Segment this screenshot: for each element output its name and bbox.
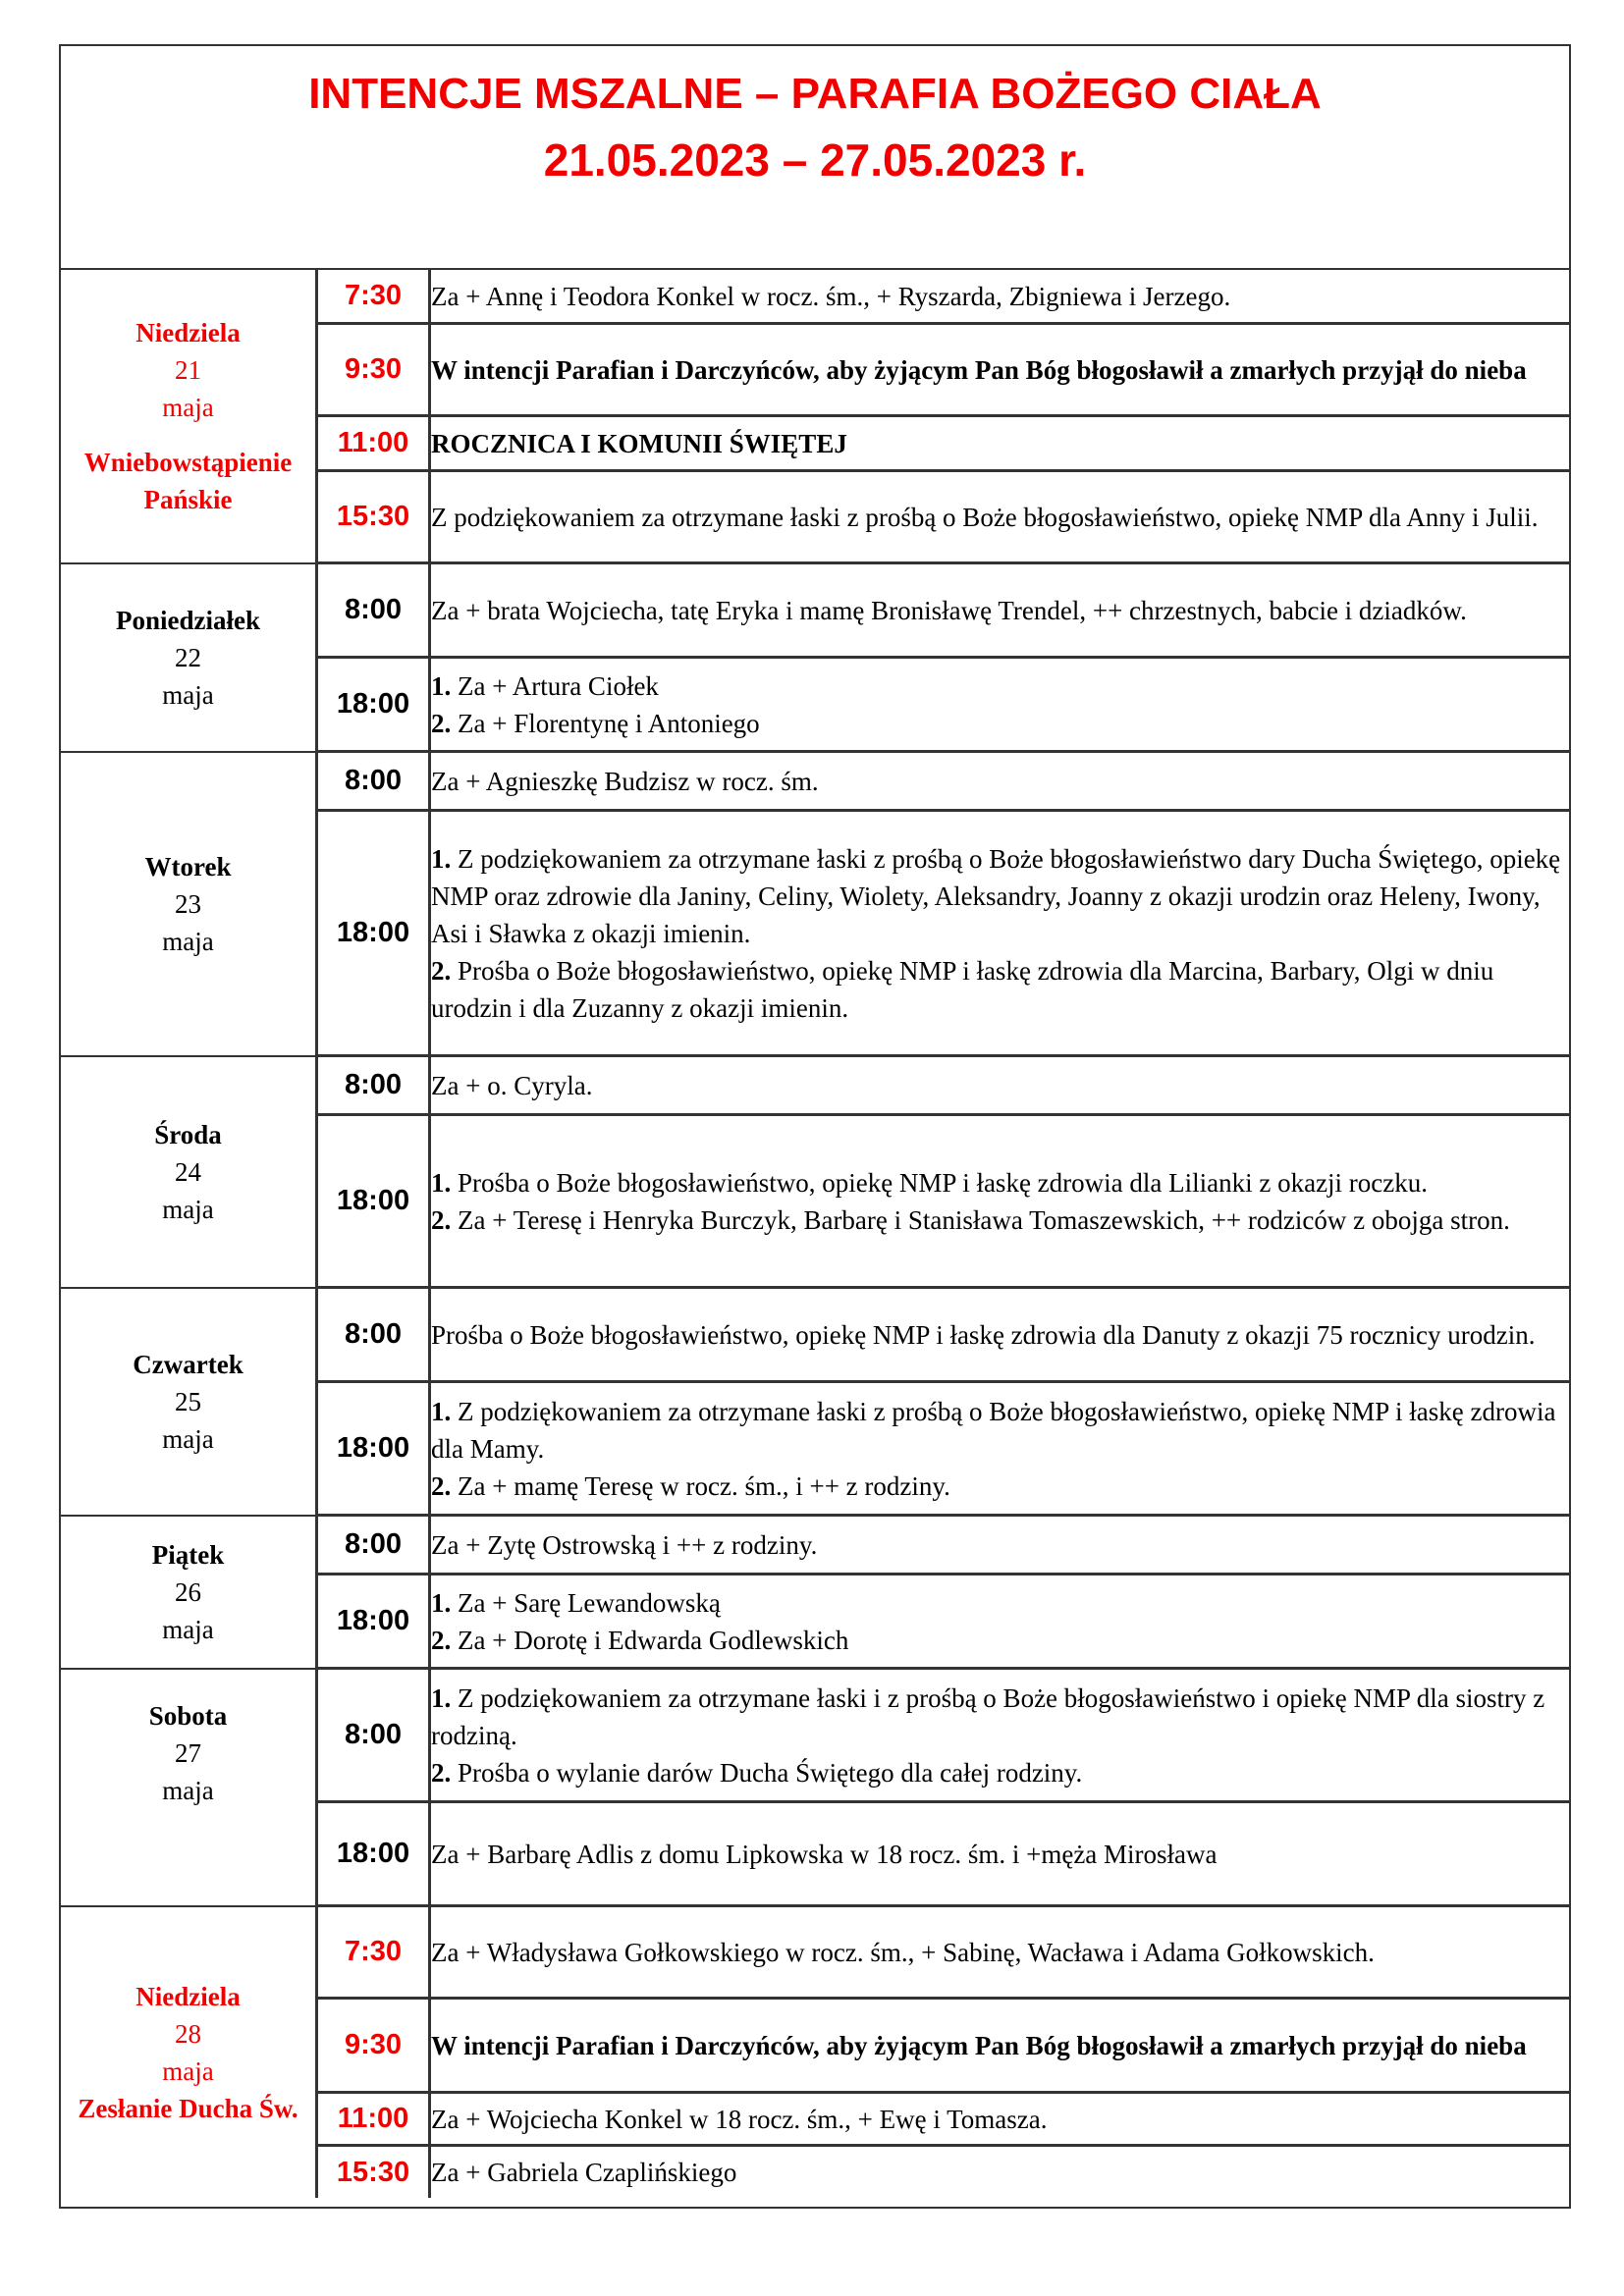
day-month: maja [162, 680, 214, 710]
day-name: Piątek [151, 1540, 225, 1570]
day-name: Sobota [148, 1701, 228, 1731]
day-name: Czwartek [133, 1350, 244, 1379]
mass-time: 18:00 [318, 1803, 431, 1907]
mass-time: 18:00 [318, 1116, 431, 1289]
day-month: maja [162, 1424, 214, 1454]
day-number: 28 [175, 2019, 201, 2049]
mass-time: 8:00 [318, 1517, 431, 1575]
day-month: maja [162, 927, 214, 956]
feast-name: Zesłanie Ducha Św. [78, 2094, 298, 2123]
day-number: 21 [175, 355, 201, 385]
mass-intention: Za + Wojciecha Konkel w 18 rocz. śm., + Ewę i Tomasza. [431, 2094, 1569, 2147]
mass-time: 15:30 [318, 472, 431, 564]
table-row [61, 1670, 1569, 1803]
mass-time: 9:30 [318, 325, 431, 417]
day-cell [61, 1907, 318, 2198]
day-number: 24 [175, 1157, 201, 1187]
intentions-sheet [59, 44, 1571, 2209]
day-month: maja [162, 1776, 214, 1805]
day-cell [61, 1670, 318, 1907]
mass-time: 18:00 [318, 812, 431, 1057]
day-name: Wtorek [144, 852, 232, 881]
mass-time: 7:30 [318, 270, 431, 325]
table-row [61, 753, 1569, 812]
table-row [61, 1517, 1569, 1575]
mass-intention: Za + Agnieszkę Budzisz w rocz. śm. [431, 753, 1569, 812]
mass-intention: ROCZNICA I KOMUNII ŚWIĘTEJ [431, 417, 1569, 472]
day-number: 22 [175, 643, 201, 672]
mass-time: 11:00 [318, 417, 431, 472]
date-range: 21.05.2023 – 27.05.2023 r. [543, 134, 1087, 186]
mass-intention: 1. Z podziękowaniem za otrzymane łaski i z prośbą o Boże błogosławieństwo i opiekę NMP dla siostry z rodziną. 2. Prośba o wylanie darów Ducha Świętego dla całej rodziny. [431, 1670, 1569, 1803]
mass-time: 18:00 [318, 1575, 431, 1670]
table-row [61, 1057, 1569, 1116]
day-cell [61, 753, 318, 1057]
mass-intention: Za + Zytę Ostrowską i ++ z rodziny. [431, 1517, 1569, 1575]
mass-time: 18:00 [318, 659, 431, 753]
mass-time: 8:00 [318, 1670, 431, 1803]
mass-intention: W intencji Parafian i Darczyńców, aby żyjącym Pan Bóg błogosławił a zmarłych przyjął do nieba [431, 2000, 1569, 2094]
feast-name: Wniebowstąpienie Pańskie [83, 448, 293, 514]
table-row [61, 270, 1569, 325]
mass-intention: Za + Barbarę Adlis z domu Lipkowska w 18 rocz. śm. i +męża Mirosława [431, 1803, 1569, 1907]
day-month: maja [162, 393, 214, 422]
mass-intention: 1. Prośba o Boże błogosławieństwo, opiekę NMP i łaskę zdrowia dla Lilianki z okazji roczku. 2. Za + Teresę i Henryka Burczyk, Barbarę i Stanisława Tomaszewskich, ++ rodziców z obojga stron. [431, 1116, 1569, 1289]
schedule-table [61, 270, 1569, 2198]
mass-time: 7:30 [318, 1907, 431, 2000]
mass-time: 8:00 [318, 1057, 431, 1116]
mass-intention: Za + brata Wojciecha, tatę Eryka i mamę Bronisławę Trendel, ++ chrzestnych, babcie i dziadków. [431, 564, 1569, 659]
mass-time: 11:00 [318, 2094, 431, 2147]
day-number: 25 [175, 1387, 201, 1416]
mass-time: 8:00 [318, 753, 431, 812]
day-cell [61, 1057, 318, 1289]
day-name: Środa [154, 1120, 222, 1149]
mass-intention: Za + Władysława Gołkowskiego w rocz. śm., + Sabinę, Wacława i Adama Gołkowskich. [431, 1907, 1569, 2000]
page-title: INTENCJE MSZALNE – PARAFIA BOŻEGO CIAŁA [308, 70, 1322, 118]
day-name: Niedziela [135, 318, 241, 347]
day-name: Poniedziałek [116, 606, 260, 635]
day-name: Niedziela [135, 1982, 241, 2011]
table-row [61, 1289, 1569, 1383]
day-number: 26 [175, 1577, 201, 1607]
day-month: maja [162, 1195, 214, 1224]
mass-intention: W intencji Parafian i Darczyńców, aby żyjącym Pan Bóg błogosławił a zmarłych przyjął do nieba [431, 325, 1569, 417]
mass-time: 8:00 [318, 1289, 431, 1383]
mass-intention: Za + Gabriela Czaplińskiego [431, 2158, 737, 2187]
mass-intention: 1. Z podziękowaniem za otrzymane łaski z prośbą o Boże błogosławieństwo dary Ducha Świętego, opiekę NMP oraz zdrowie dla Janiny, Celiny, Wiolety, Aleksandry, Joanny z okazji urodzin oraz Heleny, Iwony, Asi i Sławka z okazji imienin. 2. Prośba o Boże błogosławieństwo, opiekę NMP i łaskę zdrowia dla Marcina, Barbary, Olgi w dniu urodzin i dla Zuzanny z okazji imienin. [431, 812, 1569, 1057]
mass-time: 18:00 [318, 1383, 431, 1517]
mass-time: 9:30 [318, 2000, 431, 2094]
day-cell [61, 564, 318, 753]
mass-intention: Za + o. Cyryla. [431, 1057, 1569, 1116]
mass-intention: Za + Annę i Teodora Konkel w rocz. śm., + Ryszarda, Zbigniewa i Jerzego. [431, 270, 1569, 325]
day-month: maja [162, 1615, 214, 1644]
table-row [61, 1907, 1569, 2000]
mass-intention: 1. Z podziękowaniem za otrzymane łaski z prośbą o Boże błogosławieństwo, opiekę NMP i łaskę zdrowia dla Mamy. 2. Za + mamę Teresę w rocz. śm., i ++ z rodziny. [431, 1383, 1569, 1517]
day-cell [61, 270, 318, 564]
mass-intention: Z podziękowaniem za otrzymane łaski z prośbą o Boże błogosławieństwo, opiekę NMP dla Anny i Julii. [431, 472, 1569, 564]
mass-time: 15:30 [318, 2147, 431, 2198]
mass-intention: Prośba o Boże błogosławieństwo, opiekę NMP i łaskę zdrowia dla Danuty z okazji 75 rocznicy urodzin. [431, 1289, 1569, 1383]
mass-intention: 1. Za + Artura Ciołek 2. Za + Florentynę i Antoniego [431, 659, 1569, 753]
day-number: 27 [175, 1738, 201, 1768]
mass-time: 8:00 [318, 564, 431, 659]
header [61, 46, 1569, 270]
day-cell [61, 1517, 318, 1670]
day-month: maja [162, 2056, 214, 2086]
mass-intention: 1. Za + Sarę Lewandowską 2. Za + Dorotę i Edwarda Godlewskich [431, 1575, 1569, 1670]
day-cell [61, 1289, 318, 1517]
day-number: 23 [175, 889, 201, 919]
table-row [61, 564, 1569, 659]
